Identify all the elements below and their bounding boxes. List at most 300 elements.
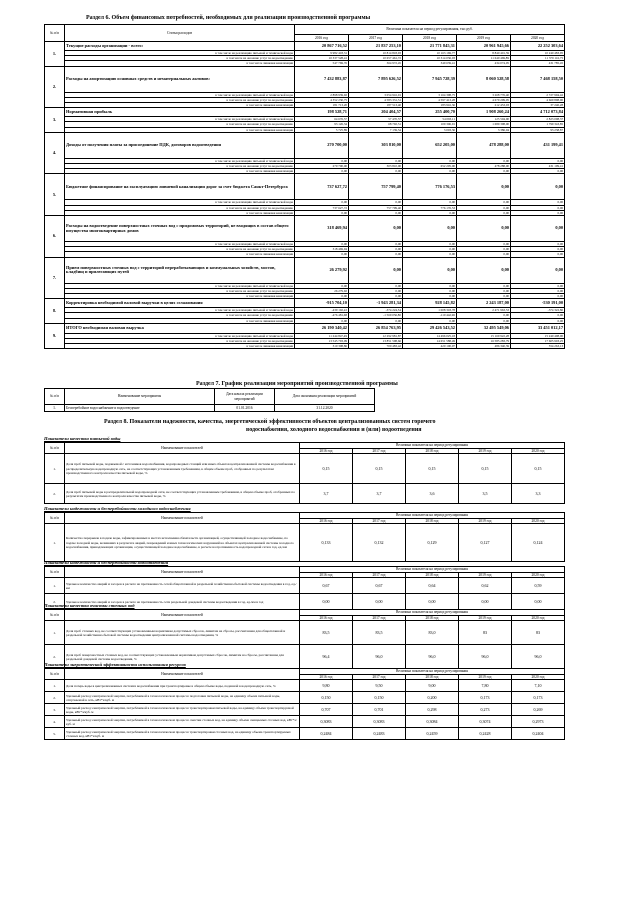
indicator-value: 96,0 xyxy=(512,645,565,669)
subrow-value: 270 700,00 xyxy=(295,164,349,169)
subrow-value: 0,00 xyxy=(511,283,565,288)
expense-value: 270 700,00 xyxy=(295,132,349,158)
expense-row xyxy=(45,323,565,333)
indicator-name: Доля проб питьевой воды в распределительной водопроводной сети, не соответствующих установленным требованиям, в общем объеме проб, отобранных по результатам производственного контроля качества питьевой воды, % xyxy=(65,484,300,504)
year-header: 2019 год xyxy=(457,35,511,42)
row-num: 1. xyxy=(45,405,65,412)
indicator-value: 0,00 xyxy=(459,594,512,610)
indicator-value: 0,298 xyxy=(406,704,459,716)
subrow-value: 434 074,05 xyxy=(457,61,511,66)
col-name-header: Наименование показателей xyxy=(65,443,300,454)
col-num-header: № п/п xyxy=(45,443,65,454)
expense-row xyxy=(45,299,565,308)
end-date: 31.12.2020 xyxy=(275,405,375,412)
expense-name: Текущие расходы организации - всего: xyxy=(65,42,295,51)
expense-value: 32 495 549,06 xyxy=(457,323,511,333)
subrow-value: 0,00 xyxy=(403,169,457,174)
indicator-value: 3,7 xyxy=(353,484,406,504)
subrow-value: 0,00 xyxy=(295,242,349,247)
section6-title: Раздел 6. Объем финансовых потребностей, необходимых для реализации производственной программы xyxy=(86,15,371,21)
subrow-value: 0,00 xyxy=(403,158,457,163)
indicator-value: 9,00 xyxy=(406,680,459,692)
subrow-value: 0,00 xyxy=(403,247,457,252)
subrow-value: 0,00 xyxy=(457,288,511,293)
indicator-value: 96,0 xyxy=(353,645,406,669)
subrow-value: 431 199,41 xyxy=(511,164,565,169)
subrow-value: 0,00 xyxy=(349,318,403,323)
schedule-table xyxy=(44,388,375,412)
subrow-value: 0,00 xyxy=(403,200,457,205)
expense-value: 26 854 763,95 xyxy=(349,323,403,333)
subrow-label: в том числе на оказание услуг по водоотведению xyxy=(65,122,295,127)
expense-name: Бюджетное финансирование на эксплуатацию ливневой канализации дорог за счет бюджета Санкт-Петербурга xyxy=(65,174,295,200)
expense-row xyxy=(45,257,565,283)
indicator-value: 0,64 xyxy=(406,578,459,594)
subrow-label: в том числе ливневая канализация xyxy=(65,294,295,299)
indicator-value: 0,00 xyxy=(406,594,459,610)
indicator-value: 0,200 xyxy=(406,692,459,704)
subrow-value: 93 126,34 xyxy=(295,122,349,127)
expense-value: 0,00 xyxy=(403,216,457,242)
subrow-value: 15 169 922,28 xyxy=(457,333,511,338)
row-num: 7. xyxy=(45,257,65,299)
expense-value: 20 867 716,52 xyxy=(295,42,349,51)
expense-value: 20 961 945,66 xyxy=(457,42,511,51)
subrow-value: 0,00 xyxy=(349,294,403,299)
col-group-header: Величина показателя на период регулирования xyxy=(300,567,565,573)
subrow-label: в том числе на реализацию питьевой и технической воды xyxy=(65,242,295,247)
subrow-value: 0,00 xyxy=(511,247,565,252)
subrow-label: в том числе на реализацию питьевой и технической воды xyxy=(65,92,295,97)
indicator-value: 83 xyxy=(459,621,512,645)
year-header: 2017 год xyxy=(349,35,403,42)
col-num-header: № п/п xyxy=(45,389,65,405)
subrow-label: в том числе на оказание услуг по водоотведению xyxy=(65,164,295,169)
section8-title: Раздел 8. Показатели надежности, качества, энергетической эффективности объектов централизованных систем горячего xyxy=(104,419,436,425)
indicator-value: 0,2428 xyxy=(459,728,512,740)
expense-value: 0,00 xyxy=(403,257,457,283)
year-header: 2016 год xyxy=(300,449,353,454)
col-name-header: Наименование показателей xyxy=(65,567,300,578)
indicator-value: 0,2459 xyxy=(406,728,459,740)
row-num: 3. xyxy=(45,108,65,133)
subrow-value: 554 263,13 xyxy=(511,344,565,349)
subrow-label: в том числе на реализацию питьевой и технической воды xyxy=(65,158,295,163)
indicator-value: 83,5 xyxy=(353,621,406,645)
col-group-header: Величина показателя на период регулирования, тыс.руб. xyxy=(295,25,565,35)
subrow-value: 0,00 xyxy=(511,288,565,293)
subrow-value: 0,00 xyxy=(457,210,511,215)
subrow-value: 431 785,45 xyxy=(511,61,565,66)
indicator-value: 0,127 xyxy=(459,524,512,562)
col-num-header: № п/п xyxy=(45,513,65,524)
indicator-value: 0,15 xyxy=(406,454,459,484)
indicator-value: 7,80 xyxy=(459,680,512,692)
col-name-header: Наименование мероприятия xyxy=(65,389,215,405)
row-num: 3. xyxy=(45,704,65,716)
row-num: 8. xyxy=(45,299,65,324)
year-header: 2018 год xyxy=(406,519,459,524)
expense-value: 757 799,40 xyxy=(349,174,403,200)
subrow-label: в том числе на реализацию питьевой и технической воды xyxy=(65,283,295,288)
subrow-value: 10 657 461,72 xyxy=(349,56,403,61)
expense-value: 0,00 xyxy=(511,174,565,200)
expense-value: 318 469,94 xyxy=(295,216,349,242)
indicator-name: Удельное количество аварий и засоров в расчете на протяженность сети раздельной дождевой системы водоотведения в год, ед./км в год xyxy=(65,594,300,610)
indicator-row xyxy=(45,484,565,504)
subrow-value: 0,00 xyxy=(349,210,403,215)
subrow-value: -439 192,22 xyxy=(295,308,349,313)
subrow-value: 5 725,89 xyxy=(295,127,349,132)
subrow-value: 0,00 xyxy=(349,288,403,293)
subrow-value: 0,00 xyxy=(511,313,565,318)
expense-value: 0,00 xyxy=(457,174,511,200)
subrow-value: 125 504,90 xyxy=(457,117,511,122)
expense-name: Корректировка необходимой валовой выручки в целях сглаживания xyxy=(65,299,295,308)
indicator-value: 83,0 xyxy=(406,621,459,645)
indicator-value: 0,00 xyxy=(512,594,565,610)
indicator-row xyxy=(45,692,565,704)
indicator-name: Удельный расход электрической энергии, потребляемой в технологическом процессе транспортировки питьевой воды, на единицу объема транспортируемой воды, кВт*ч/куб. м xyxy=(65,704,300,716)
row-num: 1. xyxy=(45,524,65,562)
indicator-value: 0,15 xyxy=(512,454,565,484)
subrow-value: -374 224,54 xyxy=(349,308,403,313)
subrow-value: 420 100,07 xyxy=(403,344,457,349)
subrow-label: в том числе ливневая канализация xyxy=(65,61,295,66)
expense-value: 0,00 xyxy=(511,257,565,283)
subrow-label: в том числе на реализацию питьевой и технической воды xyxy=(65,51,295,56)
indicator-value: 9,50 xyxy=(353,680,406,692)
subrow-value: 486 340,39 xyxy=(457,344,511,349)
expense-value: 0,00 xyxy=(457,257,511,283)
col-start-header: Дата начала реализации мероприятий xyxy=(215,389,275,405)
expense-row xyxy=(45,216,565,242)
indicator-value: 0,173 xyxy=(459,692,512,704)
expense-value: 303 810,00 xyxy=(349,132,403,158)
year-header: 2019 год xyxy=(459,616,512,621)
expense-value: 21 837 253,10 xyxy=(349,42,403,51)
row-num: 1. xyxy=(45,578,65,594)
indicator-row xyxy=(45,578,565,594)
subrow-value: 0,00 xyxy=(457,318,511,323)
indicator-value: 0,2973 xyxy=(512,716,565,728)
expense-name: Расходы на амортизацию основных средств и нематериальных активов: xyxy=(65,66,295,92)
subrow-value: 0,00 xyxy=(349,247,403,252)
block-title: Показатели надежности и бесперебойности холодного водоснабжения xyxy=(44,506,191,511)
indicator-row xyxy=(45,716,565,728)
subrow-value: 0,00 xyxy=(295,169,349,174)
subrow-value: 4 669 898,90 xyxy=(511,97,565,102)
subrow-value: 349 639,41 xyxy=(403,61,457,66)
row-num: 9. xyxy=(45,323,65,349)
expense-value: 7 895 626,52 xyxy=(349,66,403,92)
indicator-value: 9,80 xyxy=(300,680,353,692)
col-item-header: Статьи расходов xyxy=(65,25,295,42)
indicator-name: Доля проб поверхностных сточных вод, не соответствующих установленным нормативам допустимых сбросов, лимитам на сбросы, рассчитанная для раздельной дождевой системы водоотведения, % xyxy=(65,645,300,669)
year-header: 2016 год xyxy=(295,35,349,42)
year-header: 2016 год xyxy=(300,519,353,524)
indicator-value: 0,3083 xyxy=(300,716,353,728)
indicator-name: Доля проб сточных вод, не соответствующих установленным нормативам допустимых сбросов, лимитам на сбросы, рассчитанная для общесплавной и раздельной хозяйственно-бытовой системы водоотведения централизованной системы водоотведения, % xyxy=(65,621,300,645)
subrow-label: в том числе ливневая канализация xyxy=(65,210,295,215)
indicators-table xyxy=(44,668,565,740)
subrow-value: 0,00 xyxy=(457,283,511,288)
subrow-value: 8 840 401,59 xyxy=(457,51,511,56)
subrow-value: 0,00 xyxy=(457,252,511,257)
indicator-name: Количество перерывов в подаче воды, зафиксированных в местах исполнения обязательств организацией, осуществляющей холодное водоснабжение, по подаче холодной воды, возникших в результате аварий, повреждений и иных технологических нарушений на объектах централизованной системы холодного водоснабжения, принадлежащих организации, осуществляющей холодное водоснабжение, в расчете на протяженность водопроводной сети в год, ед./км xyxy=(65,524,300,562)
year-header: 2018 год xyxy=(406,573,459,578)
indicator-name: Доля потерь воды в централизованных системах водоснабжения при транспортировке в общем объеме воды, поданной в водопроводную сеть, % xyxy=(65,680,300,692)
subrow-value: 1 008 318,78 xyxy=(403,308,457,313)
year-header: 2018 год xyxy=(403,35,457,42)
expense-name: Расходы на водоотведение поверхностных сточных вод с придомовых территорий, не входящих в состав общего имущества многоквартирных домов xyxy=(65,216,295,242)
subrow-value: 0,00 xyxy=(295,200,349,205)
expense-name: Доходы от получения платы за присоединение ПДК, договоров водоотведения xyxy=(65,132,295,158)
expense-value: 431 199,41 xyxy=(511,132,565,158)
col-num-header: № п/п xyxy=(45,610,65,621)
subrow-value: 0,00 xyxy=(511,242,565,247)
indicator-row xyxy=(45,524,565,562)
row-num: 4. xyxy=(45,132,65,174)
expense-name: Нормативная прибыль xyxy=(65,108,295,117)
expense-value: 1 908 260,24 xyxy=(457,108,511,117)
subrow-value: 0,00 xyxy=(457,247,511,252)
subrow-label: в том числе ливневая канализация xyxy=(65,169,295,174)
subrow-label: в том числе на оказание услуг по водоотведению xyxy=(65,56,295,61)
expense-value: 26 190 340,42 xyxy=(295,323,349,333)
subrow-value: 0,00 xyxy=(403,294,457,299)
subrow-value: 0,00 xyxy=(295,318,349,323)
indicator-value: 0,150 xyxy=(353,692,406,704)
indicator-row xyxy=(45,621,565,645)
subrow-label: в том числе на оказание услуг по водоотведению xyxy=(65,288,295,293)
subrow-value: 318 469,94 xyxy=(295,247,349,252)
subrow-label: в том числе на оказание услуг по водоотведению xyxy=(65,339,295,344)
subrow-value: 478 288,00 xyxy=(457,164,511,169)
subrow-value: 10 240 483,95 xyxy=(511,51,565,56)
year-header: 2018 год xyxy=(406,449,459,454)
subrow-value: 364 972,45 xyxy=(349,61,403,66)
subrow-value: 212 453,03 xyxy=(457,103,511,108)
expense-value: 33 451 012,17 xyxy=(511,323,565,333)
subrow-value: 0,00 xyxy=(403,252,457,257)
year-header: 2016 год xyxy=(300,675,353,680)
indicator-value: 0,62 xyxy=(459,578,512,594)
subrow-value: 0,00 xyxy=(349,283,403,288)
subrow-value: 0,00 xyxy=(511,205,565,210)
expense-value: 198 528,71 xyxy=(295,108,349,117)
expense-value: 0,00 xyxy=(349,216,403,242)
year-header: 2017 год xyxy=(353,616,406,621)
expense-subrow xyxy=(45,344,565,349)
year-header: 2017 год xyxy=(353,519,406,524)
indicator-row xyxy=(45,728,565,740)
subrow-value: 0,00 xyxy=(403,318,457,323)
subrow-label: в том числе на оказание услуг по водоотведению xyxy=(65,205,295,210)
indicator-value: 0,707 xyxy=(300,704,353,716)
subrow-value: 0,00 xyxy=(457,158,511,163)
subrow-value: 0,00 xyxy=(295,252,349,257)
year-header: 2019 год xyxy=(459,573,512,578)
row-num: 5. xyxy=(45,728,65,740)
year-header: 2017 год xyxy=(353,449,406,454)
expense-value: 29 426 543,52 xyxy=(403,323,457,333)
year-header: 2017 год xyxy=(353,675,406,680)
subrow-value: 26 279,92 xyxy=(295,288,349,293)
indicator-value: 83 xyxy=(512,621,565,645)
year-header: 2018 год xyxy=(406,675,459,680)
subrow-label: в том числе на оказание услуг по водоотведению xyxy=(65,97,295,102)
subrow-value: 310 308,86 xyxy=(295,344,349,349)
subrow-value: 700 483,42 xyxy=(349,344,403,349)
col-num-header: № п/п xyxy=(45,567,65,578)
indicator-value: 3,7 xyxy=(300,484,353,504)
subrow-value: 11 640 469,89 xyxy=(457,56,511,61)
subrow-value: 3 164 398,75 xyxy=(403,92,457,97)
row-num: 2. xyxy=(45,645,65,669)
subrow-value: 11 244 847,49 xyxy=(295,333,349,338)
indicator-value: 0,129 xyxy=(406,524,459,562)
expense-row xyxy=(45,132,565,158)
indicator-name: Удельный расход электрической энергии, потребляемой в технологическом процессе транспортировки сточных вод, на единицу объема транспортируемых сточных вод, кВт*ч/куб. м xyxy=(65,728,300,740)
indicator-value: 0,59 xyxy=(512,578,565,594)
indicator-value: 0,67 xyxy=(353,578,406,594)
row-num: 5. xyxy=(45,174,65,216)
subrow-label: в том числе ливневая канализация xyxy=(65,103,295,108)
subrow-value: 17 605 903,25 xyxy=(511,339,565,344)
subrow-value: 0,00 xyxy=(349,158,403,163)
col-end-header: Дата окончания реализации мероприятий xyxy=(275,389,375,405)
row-num: 2. xyxy=(45,66,65,108)
subrow-label: в том числе на оказание услуг по водоотведению xyxy=(65,247,295,252)
subrow-value: 3 268 776,40 xyxy=(457,92,511,97)
subrow-value: 15 240 498,00 xyxy=(511,333,565,338)
row-num: 1. xyxy=(45,42,65,67)
expense-name: Прием поверхностных сточных вод с территорий переработывающих и коммунальных хозяйств, мостов, кладбищ и прилегающих путей xyxy=(65,257,295,283)
year-header: 2019 год xyxy=(459,449,512,454)
expense-value: 478 288,00 xyxy=(457,132,511,158)
subrow-value: 10 163 169,77 xyxy=(403,51,457,56)
subrow-value: 16 585 283,79 xyxy=(457,339,511,344)
year-header: 2020 год xyxy=(512,675,565,680)
indicator-name: Удельный расход электрической энергии, потребляемой в технологическом процессе подготовки питьевой воды, на единицу объема питьевой воды, отпускаемой в сеть, кВт*ч/куб. м xyxy=(65,692,300,704)
year-header: 2020 год xyxy=(512,616,565,621)
subrow-value: 0,00 xyxy=(457,205,511,210)
subrow-value: 303 810,00 xyxy=(349,164,403,169)
row-num: 1. xyxy=(45,621,65,645)
subrow-value: 37 240,28 xyxy=(511,103,565,108)
year-header: 2018 год xyxy=(406,616,459,621)
expense-value: -915 704,10 xyxy=(295,299,349,308)
indicator-value: 3,3 xyxy=(512,484,565,504)
subrow-value: 0,00 xyxy=(349,242,403,247)
subrow-value: 14 651 588,49 xyxy=(403,339,457,344)
indicator-value: 0,133 xyxy=(300,524,353,562)
indicator-value: 0,00 xyxy=(353,594,406,610)
expense-value: 8 060 528,58 xyxy=(457,66,511,92)
col-num-header: № п/п xyxy=(45,25,65,42)
subrow-value: 3 003,36 xyxy=(403,127,457,132)
indicator-row xyxy=(45,704,565,716)
expense-row xyxy=(45,42,565,51)
indicator-value: 96,4 xyxy=(300,645,353,669)
start-date: 01.01.2016 xyxy=(215,405,275,412)
subrow-value: 0,00 xyxy=(349,169,403,174)
subrow-value: 0,00 xyxy=(295,294,349,299)
indicator-value: 0,3084 xyxy=(406,716,459,728)
subrow-value: 0,00 xyxy=(349,252,403,257)
subrow-value: 0,00 xyxy=(403,283,457,288)
subrow-label: в том числе на оказание услуг по водоотведению xyxy=(65,313,295,318)
col-name-header: Наименование показателей xyxy=(65,669,300,680)
subrow-value: 0,00 xyxy=(457,313,511,318)
subrow-value: 0,00 xyxy=(295,283,349,288)
row-num: 4. xyxy=(45,716,65,728)
indicator-name: Удельный расход электрической энергии, потребляемой в технологическом процессе очистки сточных вод, на единицу объема очищаемых сточных вод, кВт*ч/куб. м xyxy=(65,716,300,728)
expense-value: 4 712 073,84 xyxy=(511,108,565,117)
indicator-row xyxy=(45,454,565,484)
subrow-value: 10 314 036,03 xyxy=(403,56,457,61)
subrow-label: в том числе на реализацию питьевой и технической воды xyxy=(65,200,295,205)
col-num-header: № п/п xyxy=(45,669,65,680)
col-name-header: Наименование показателей xyxy=(65,610,300,621)
subrow-value: 68 792,51 xyxy=(349,122,403,127)
indicator-value: 3,6 xyxy=(406,484,459,504)
subrow-value: 57 470,57 xyxy=(349,117,403,122)
indicator-value: 0,00 xyxy=(300,594,353,610)
expense-value: 7 945 728,39 xyxy=(403,66,457,92)
financial-needs-table xyxy=(44,24,565,349)
expense-value: 26 279,92 xyxy=(295,257,349,283)
year-header: 2020 год xyxy=(512,573,565,578)
subrow-label: в том числе на реализацию питьевой и технической воды xyxy=(65,117,295,122)
expense-name: ИТОГО необходимая валовая выручка xyxy=(65,323,295,333)
year-header: 2017 год xyxy=(353,573,406,578)
section7-title: Раздел 7. График реализации мероприятий производственной программы xyxy=(196,381,398,387)
subrow-value: 547 769,76 xyxy=(295,61,349,66)
expense-value: 255 400,70 xyxy=(403,108,457,117)
row-num: 2. xyxy=(45,484,65,504)
expense-value: 0,00 xyxy=(511,216,565,242)
expense-value: 204 404,57 xyxy=(349,108,403,117)
subrow-label: в том числе на реализацию питьевой и технической воды xyxy=(65,333,295,338)
expense-value: 22 252 303,64 xyxy=(511,42,565,51)
col-group-header: Величина показателя на период регулирования xyxy=(300,443,565,449)
expense-value: 2 243 187,00 xyxy=(457,299,511,308)
subrow-value: 0,00 xyxy=(295,210,349,215)
subrow-value: 0,00 xyxy=(457,169,511,174)
subrow-value: 4 679 299,05 xyxy=(457,97,511,102)
row-num: 2. xyxy=(45,594,65,610)
subrow-value: -1 569 056,80 xyxy=(349,313,403,318)
subrow-value: 2 471 963,53 xyxy=(457,308,511,313)
indicator-value: 96,0 xyxy=(459,645,512,669)
indicator-value: 96,0 xyxy=(406,645,459,669)
expense-value: 652 205,00 xyxy=(403,132,457,158)
subrow-value: 11 379 116,75 xyxy=(511,56,565,61)
subrow-value: 2 898 939,92 xyxy=(295,92,349,97)
col-group-header: Величина показателя на период регулирования xyxy=(300,610,565,616)
expense-value: 7 468 158,50 xyxy=(511,66,565,92)
block-title: Показатели надежности и бесперебойности водоотведения xyxy=(44,560,169,565)
subrow-value: 64 676,57 xyxy=(295,117,349,122)
subrow-value: 54 093,11 xyxy=(403,117,457,122)
subrow-value: 0,00 xyxy=(511,169,565,174)
indicators-table xyxy=(44,609,565,669)
indicator-value: 0,2404 xyxy=(512,728,565,740)
block-title: Показатели качества очистки сточных вод xyxy=(44,603,135,608)
indicator-row xyxy=(45,680,565,692)
